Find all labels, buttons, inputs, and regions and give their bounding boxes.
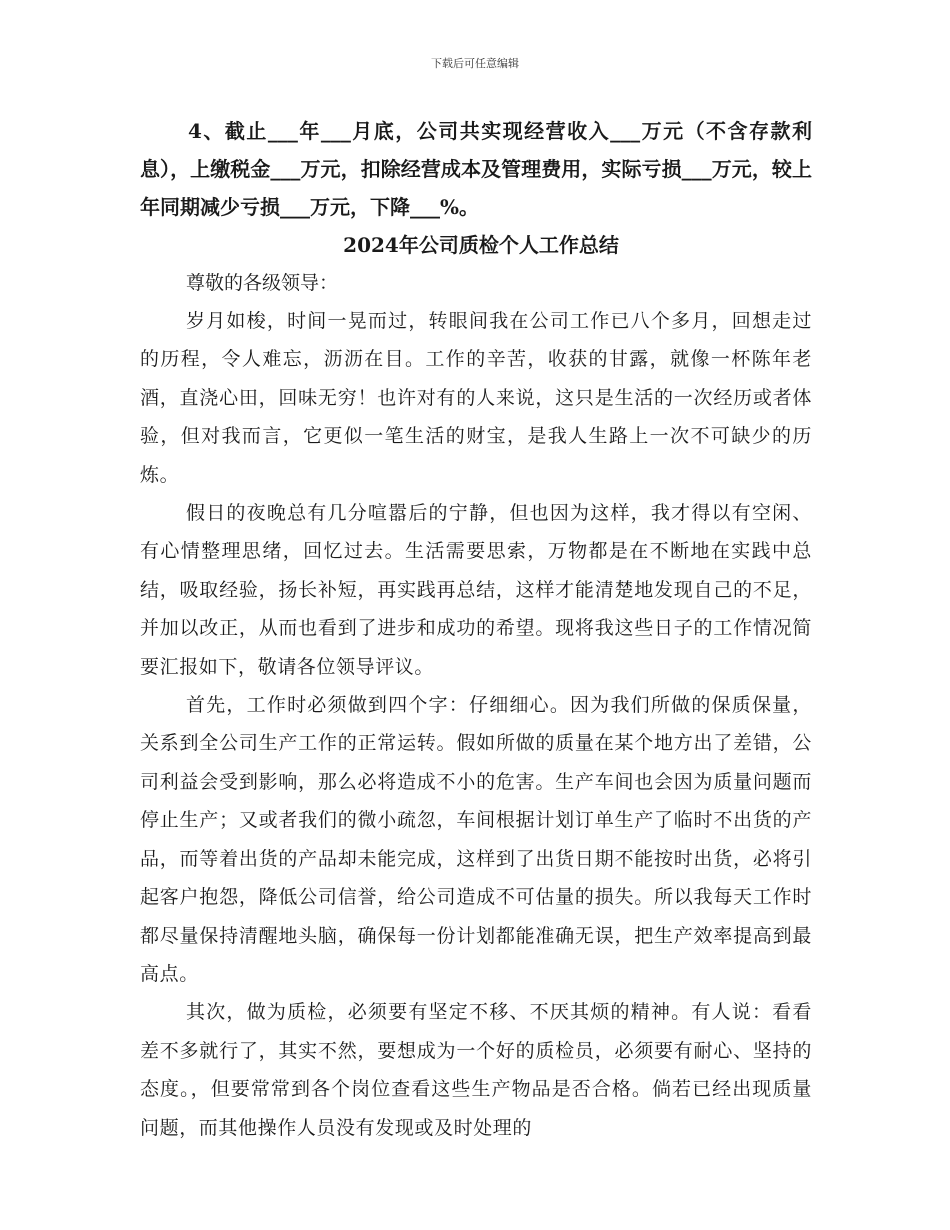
document-title: 2024年公司质检个人工作总结 [343,233,619,257]
body-paragraph: 首先，工作时必须做到四个字：仔细细心。因为我们所做的保质保量，关系到全公司生产工作的正常运转。假如所做的质量在某个地方出了差错，公司利益会受到影响，那么必将造成不小的危害。生产车间也会因为质量问题而停止生产；又或者我们的微小疏忽，车间根据计划订单生产了临时不出货的产品，而等着出货的产品却未能完成，这样到了出货日期不能按时出货，必将引起客户抱怨，降低公司信誉，给公司造成不可估量的损失。所以我每天工作时都尽量保持清醒地头脑，确保每一份计划都能准确无误，把生产效率提高到最高点。 [140,694,812,985]
summary-paragraph: 4、截止___年___月底，公司共实现经营收入___万元（不含存款利息），上缴税金___万元，扣除经营成本及管理费用，实际亏损___万元，较上年同期减少亏损___万元，下降___%。 [140,119,812,219]
document-body [140,112,812,1147]
body-paragraph: 其次，做为质检，必须要有坚定不移、不厌其烦的精神。有人说：看看差不多就行了，其实不然，要想成为一个好的质检员，必须要有耐心、坚持的态度。，但要常常到各个岗位查看这些生产物品是否合格。倘若已经出现质量问题，而其他操作人员没有发现或及时处理的 [140,1001,812,1139]
page-header: 下载后可任意编辑 [431,57,519,70]
body-paragraph: 岁月如梭，时间一晃而过，转眼间我在公司工作已八个多月，回想走过的历程，令人难忘，沥沥在目。工作的辛苦，收获的甘露，就像一杯陈年老酒，直浇心田，回味无穷！也许对有的人来说，这只是生活的一次经历或者体验，但对我而言，它更似一笔生活的财宝，是我人生路上一次不可缺少的历炼。 [140,310,812,486]
body-paragraph: 假日的夜晚总有几分喧嚣后的宁静，但也因为这样，我才得以有空闲、有心情整理思绪，回忆过去。生活需要思索，万物都是在不断地在实践中总结，吸取经验，扬长补短，再实践再总结，这样才能清楚地发现自己的不足，并加以改正，从而也看到了进步和成功的希望。现将我这些日子的工作情况简要汇报如下，敬请各位领导评议。 [140,502,812,678]
salutation: 尊敬的各级领导： [186,272,339,294]
